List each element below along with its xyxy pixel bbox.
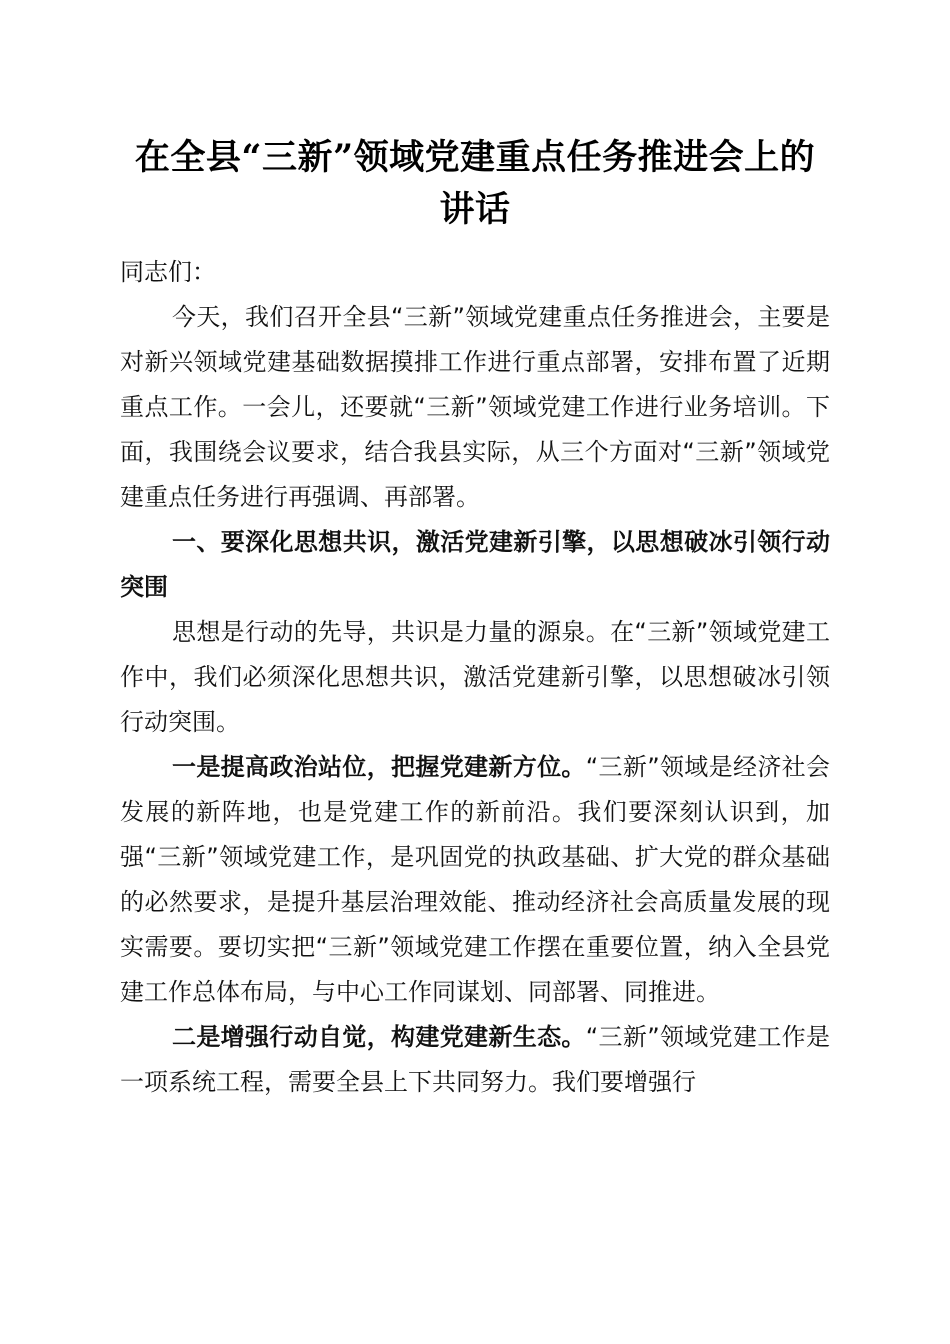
section-1-heading: 一、要深化思想共识，激活党建新引擎，以思想破冰引领行动突围 [120, 528, 830, 601]
document-body [120, 250, 830, 1105]
point-2-text: “三新”领域党建工作是一项系统工程，需要全县上下共同努力。我们要增强行 [120, 1023, 830, 1096]
point-1-paragraph [120, 745, 830, 1015]
opening-paragraph: 今天，我们召开全县“三新”领域党建重点任务推进会，主要是对新兴领域党建基础数据摸排工作进行重点部署，安排布置了近期重点工作。一会儿，还要就“三新”领域党建工作进行业务培训。下面，我围绕会议要求，结合我县实际，从三个方面对“三新”领域党建重点任务进行再强调、再部署。 [120, 303, 830, 511]
point-1-text: “三新”领域是经济社会发展的新阵地，也是党建工作的新前沿。我们要深刻认识到，加强“三新”领域党建工作，是巩固党的执政基础、扩大党的群众基础的必然要求，是提升基层治理效能、推动经济社会高质量发展的现实需要。要切实把“三新”领域党建工作摆在重要位置，纳入全县党建工作总体布局，与中心工作同谋划、同部署、同推进。 [120, 753, 830, 1006]
salutation: 同志们： [120, 258, 216, 286]
point-2-lead: 二是增强行动自觉，构建党建新生态。 [172, 1023, 586, 1051]
point-1-lead: 一是提高政治站位，把握党建新方位。 [172, 753, 586, 781]
section-1-intro: 思想是行动的先导，共识是力量的源泉。在“三新”领域党建工作中，我们必须深化思想共识，激活党建新引擎，以思想破冰引领行动突围。 [120, 618, 830, 736]
title-line-1: 在全县“三新”领域党建重点任务推进会上的 [134, 137, 816, 178]
document-title [100, 132, 850, 236]
title-line-2: 讲话 [439, 189, 511, 230]
point-2-paragraph [120, 1015, 830, 1105]
